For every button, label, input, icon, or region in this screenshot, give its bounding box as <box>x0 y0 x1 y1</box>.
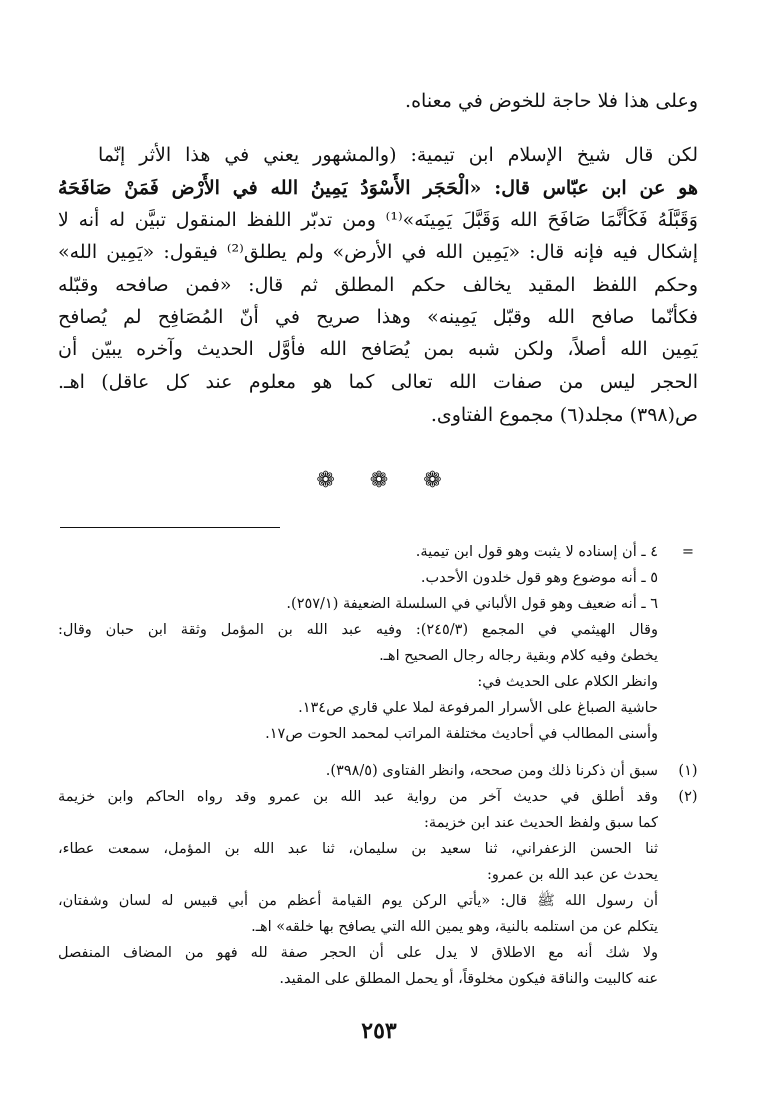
main-text-line: ص(٣٩٨) مجلد(٦) مجموع الفتاوى. <box>430 404 698 426</box>
main-text-line: فكأنّما صافح الله وقبّل يَمِينه» وهذا صريح في أنّ المُصَافِح لم يُصافح <box>58 306 698 328</box>
flower-ornament-icon: ❁ <box>423 468 442 493</box>
footnote-continuation-mark: = <box>681 544 695 560</box>
main-text-line: وَقَبَّلَهُ فَكَأَنَّمَا صَافَحَ الله وَقَبَّلَ يَمِينَه»⁽¹⁾ ومن تدبّر اللفظ المنقول تبيَّن له أنه لا <box>58 209 698 231</box>
footnote-line: كما سبق ولفظ الحديث عند ابن خزيمة: <box>424 815 658 831</box>
flower-ornament-icon: ❁ <box>316 468 335 493</box>
footnote-line: عنه كالبيت والناقة فيكون مخلوقاً، أو يحمل المطلق على المقيد. <box>279 971 658 987</box>
main-text-line: يَمِين الله أصلاً، ولكن شبه بمن يُصَافح الله فأوَّل الحديث وآخره يبيّن أن <box>58 338 698 360</box>
main-text-line: هو عن ابن عبّاس قال: «الْحَجَر الأَسْوَدُ يَمِينُ الله في الأَرْض فَمَنْ صَافَحَهُ <box>58 177 698 199</box>
footnote-marker: (٢) <box>678 789 698 805</box>
footnote-line: أن رسول الله ﷺ قال: «يأتي الركن يوم القيامة أعظم من أبي قبيس له لسان وشفتان، <box>58 893 658 909</box>
flower-ornament-icon: ❁ <box>369 468 389 493</box>
footnote-marker: (١) <box>678 763 698 779</box>
footnote-line: يتكلم عن من استلمه بالنية، وهو يمين الله التي يصافح بها خلقه» اهـ. <box>251 919 658 935</box>
footnote-divider <box>60 527 280 528</box>
footnote-line: يحدث عن عبد الله بن عمرو: <box>486 867 658 883</box>
footnote-line: ٤ ـ أن إسناده لا يثبت وهو قول ابن تيمية. <box>415 544 658 560</box>
footnote-line: وأسنى المطالب في أحاديث مختلفة المراتب لمحمد الحوت ص١٧. <box>265 726 658 742</box>
footnote-line: ثنا الحسن الزعفراني، ثنا سعيد بن سليمان، ثنا عبد الله بن المؤمل، سمعت عطاء، <box>58 841 658 857</box>
main-text-line: إشكال فيه فإنه قال: «يَمِين الله في الأرض» ولم يطلق⁽²⁾ فيقول: «يَمِين الله» <box>58 241 698 263</box>
footnote-line: وقال الهيثمي في المجمع (٢٤٥/٣): وفيه عبد الله بن المؤمل وثقة ابن حبان وقال: <box>58 622 658 638</box>
footnote-line: وانظر الكلام على الحديث في: <box>477 674 658 690</box>
main-text-line: وحكم اللفظ المقيد يخالف حكم المطلق ثم قال: «فمن صافحه وقبّله <box>58 274 698 296</box>
page-number: ٢٥٣ <box>361 1018 397 1044</box>
footnote-line: ولا شك أنه مع الاطلاق لا يدل على أن الحجر صفة لله فهو من المضاف المنفصل <box>58 945 658 961</box>
footnote-line: ٥ ـ أنه موضوع وهو قول خلدون الأحدب. <box>420 570 658 586</box>
footnote-line: ٦ ـ أنه ضعيف وهو قول الألباني في السلسلة الضعيفة (٢٥٧/١). <box>286 596 658 612</box>
main-text-line: لكن قال شيخ الإسلام ابن تيمية: (والمشهور يعني في هذا الأثر إنّما <box>98 144 698 166</box>
footnote-line: يخطئ وفيه كلام وبقية رجاله رجال الصحيح اهـ. <box>379 648 658 664</box>
footnote-line: سبق أن ذكرنا ذلك ومن صححه، وانظر الفتاوى (٣٩٨/٥). <box>325 763 658 779</box>
footnote-line: وقد أطلق في حديث آخر من رواية عبد الله بن عمرو وقد رواه الحاكم وابن خزيمة <box>58 789 658 805</box>
footnote-line: حاشية الصباغ على الأسرار المرفوعة لملا علي قاري ص١٣٤. <box>298 700 658 716</box>
main-text-line: وعلى هذا فلا حاجة للخوض في معناه. <box>405 90 698 112</box>
section-separator <box>0 468 758 498</box>
main-text-line: الحجر ليس من صفات الله تعالى كما هو معلوم عند كل عاقل) اهـ. <box>58 371 698 393</box>
